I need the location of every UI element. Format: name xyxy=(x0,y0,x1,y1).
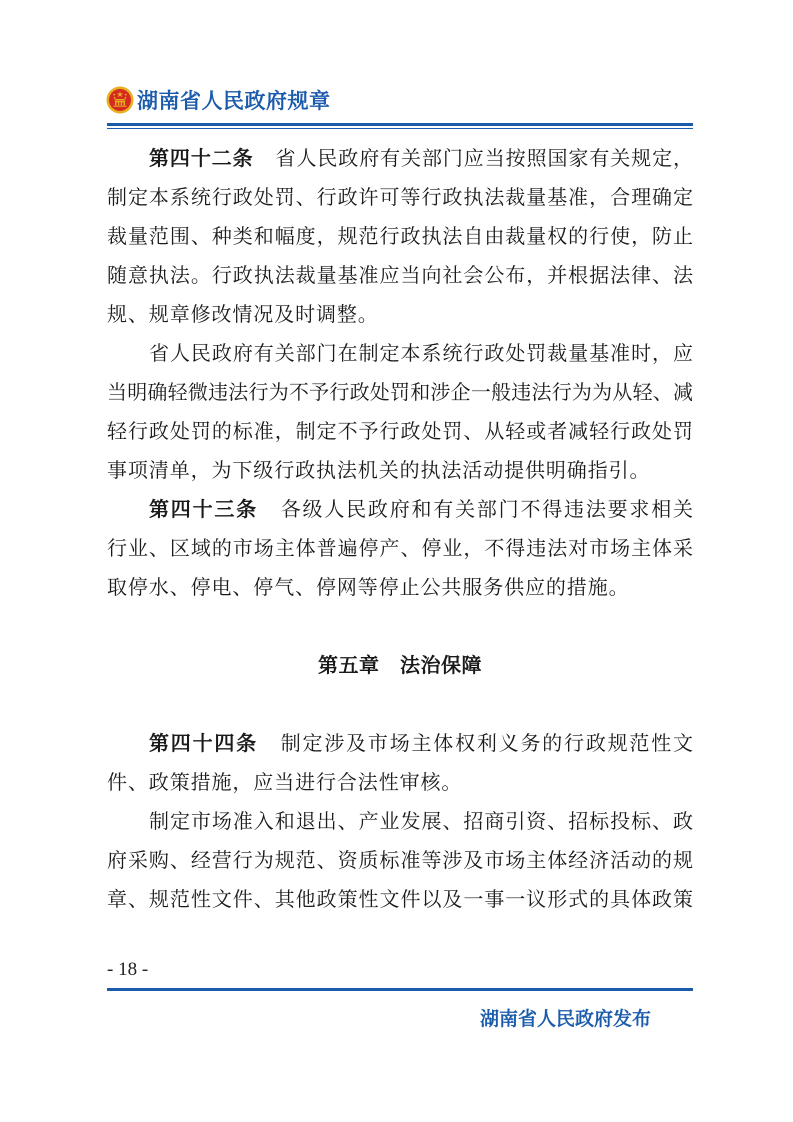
article-42-p2-line-4: 事项清单，为下级行政执法机关的执法活动提供明确指引。 xyxy=(107,458,651,482)
article-43-line-2: 行业、区域的市场主体普遍停产、停业，不得违法对市场主体采 xyxy=(107,536,693,560)
article-44-line-2: 件、政策措施，应当进行合法性审核。 xyxy=(107,770,463,794)
article-label: 第四十三条 xyxy=(149,497,258,521)
article-42-paragraph-2 xyxy=(107,334,693,490)
article-43-line-1 xyxy=(107,490,693,529)
article-42-line-5: 规、规章修改情况及时调整。 xyxy=(107,302,379,326)
paragraph-text: 各级人民政府和有关部门不得违法要求相关 xyxy=(278,497,693,521)
header-rule-thin xyxy=(107,128,693,129)
article-42-line-2: 制定本系统行政处罚、行政许可等行政执法裁量基准，合理确定 xyxy=(107,185,693,209)
national-emblem-icon xyxy=(106,86,134,114)
article-label: 第四十四条 xyxy=(149,731,258,755)
page-number: - 18 - xyxy=(107,959,149,980)
footer-publisher: 湖南省人民政府发布 xyxy=(480,1008,652,1030)
article-42-paragraph xyxy=(107,139,693,334)
article-44-p2-line-2: 府采购、经营行为规范、资质标准等涉及市场主体经济活动的规 xyxy=(107,848,693,872)
chapter-heading: 第五章 法治保障 xyxy=(318,653,482,677)
article-43-paragraph xyxy=(107,490,693,607)
article-42-p2-line-2: 当明确轻微违法行为不予行政处罚和涉企一般违法行为为从轻、减 xyxy=(107,380,693,404)
article-42-p2-line-3: 轻行政处罚的标准，制定不予行政处罚、从轻或者减轻行政处罚 xyxy=(107,419,693,443)
article-44-line-1 xyxy=(107,724,693,763)
footer-rule xyxy=(107,988,693,991)
article-43-line-3: 取停水、停电、停气、停网等停止公共服务供应的措施。 xyxy=(107,575,630,599)
article-42-line-4: 随意执法。行政执法裁量基准应当向社会公布，并根据法律、法 xyxy=(107,263,693,287)
article-42-p2-line-1: 省人民政府有关部门在制定本系统行政处罚裁量基准时，应 xyxy=(149,341,693,365)
article-44-paragraph xyxy=(107,724,693,802)
article-label: 第四十二条 xyxy=(149,146,254,170)
article-42-line-3: 裁量范围、种类和幅度，规范行政执法自由裁量权的行使，防止 xyxy=(107,224,693,248)
header-title: 湖南省人民政府规章 xyxy=(137,89,331,113)
article-44-paragraph-2 xyxy=(107,802,693,919)
paragraph-text: 省人民政府有关部门应当按照国家有关规定， xyxy=(274,146,693,170)
emblem-graphic xyxy=(106,86,134,114)
article-44-p2-line-3: 章、规范性文件、其他政策性文件以及一事一议形式的具体政策 xyxy=(107,887,693,911)
header-rule-thick xyxy=(107,123,693,126)
document-body xyxy=(107,139,693,919)
paragraph-text: 制定涉及市场主体权利义务的行政规范性文 xyxy=(278,731,693,755)
article-44-p2-line-1: 制定市场准入和退出、产业发展、招商引资、招标投标、政 xyxy=(149,809,693,833)
article-42-line-1 xyxy=(107,139,693,178)
